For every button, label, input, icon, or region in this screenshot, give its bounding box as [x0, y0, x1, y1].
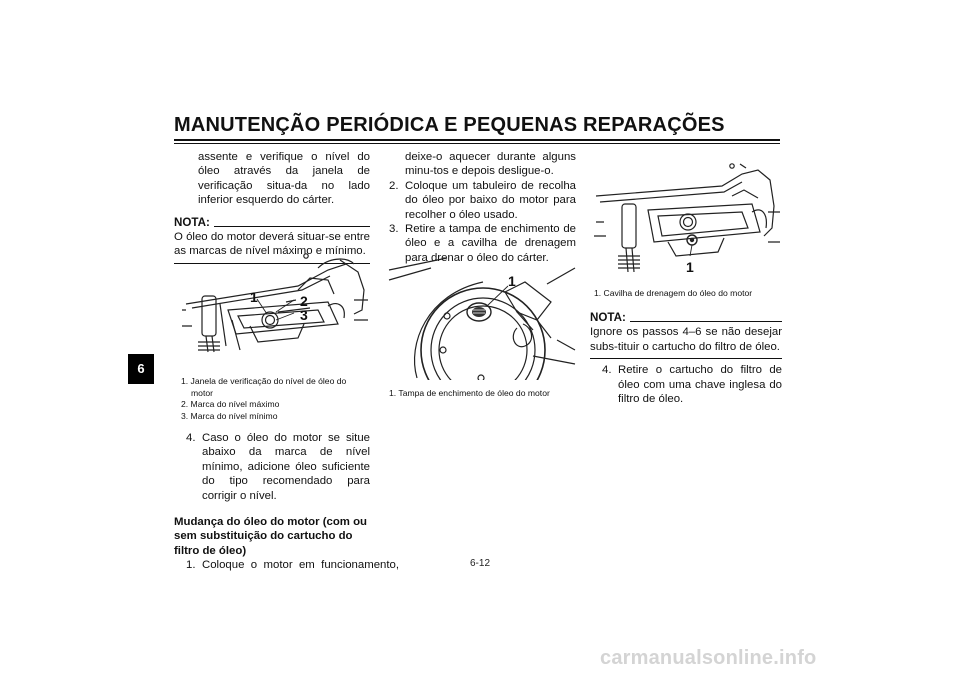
- chapter-tab: 6: [128, 354, 154, 384]
- column-2: [389, 150, 576, 265]
- header-rule: [174, 139, 780, 141]
- column-1: [174, 150, 370, 264]
- column-1-lower: [174, 431, 400, 573]
- caption-line: 2. Marca do nível máximo: [181, 399, 280, 410]
- step-text: Coloque um tabuleiro de recolha do óleo por baixo do motor para recolher o óleo usado.: [405, 179, 576, 221]
- continued-paragraph: deixe-o aquecer durante alguns minu-tos e depois desligue-o.: [405, 151, 576, 178]
- nota-line: [630, 321, 782, 322]
- step-number: 4.: [186, 432, 196, 444]
- caption-line: 1. Janela de verificação do nível de óleo do: [181, 376, 347, 386]
- callout-3: 3: [300, 307, 308, 323]
- step-4-item: [590, 363, 782, 406]
- figure-3-caption: 1. Cavilha de drenagem do óleo do motor: [594, 288, 753, 298]
- step-number: 1.: [186, 559, 196, 572]
- page-title: MANUTENÇÃO PERIÓDICA E PEQUENAS REPARAÇÕES: [174, 114, 725, 136]
- callout-2: 2: [300, 293, 308, 309]
- nota-line: [214, 226, 370, 227]
- nota-label: NOTA:: [590, 311, 626, 324]
- figure-oil-level-window: [178, 250, 374, 362]
- figure-oil-filler-cap: [387, 254, 577, 380]
- step-number: 2.: [389, 179, 399, 192]
- step-2-item: [389, 179, 576, 222]
- step-number: 3.: [389, 223, 399, 236]
- page-number: 6-12: [469, 558, 490, 569]
- nota-heading: [590, 311, 782, 325]
- step-4-item: [174, 431, 370, 503]
- section-heading: Mudança do óleo do motor (com ou sem substituição do cartucho do filtro de óleo): [174, 516, 368, 557]
- caption-line: 3. Marca do nível mínimo: [181, 410, 278, 421]
- step-1-item: [174, 558, 400, 572]
- step-text: Caso o óleo do motor se situe abaixo da marca de nível mínimo, adicione óleo suficiente do tipo recomendado para corrigir o nível.: [202, 432, 370, 502]
- step-number: 4.: [602, 364, 612, 377]
- figure-2-caption: 1. Tampa de enchimento de óleo do motor: [389, 388, 550, 398]
- step-text: Coloque o motor em funcionamento,: [202, 559, 400, 572]
- callout-1: 1: [508, 273, 516, 289]
- step-text: Retire o cartucho do filtro de óleo com uma chave inglesa do filtro de óleo.: [618, 364, 782, 406]
- nota-label: NOTA:: [174, 215, 210, 229]
- intro-paragraph: assente e verifique o nível do óleo através da janela de verificação situa-da no lado inferior esquerdo do cárter.: [198, 151, 370, 207]
- caption-line: motor: [191, 387, 213, 398]
- step-text: Retire a tampa de enchimento de óleo e a cavilha de drenagem para drenar o óleo do cárter.: [405, 223, 576, 264]
- column-3: [590, 311, 782, 406]
- nota-heading: [174, 216, 370, 230]
- nota-text: O óleo do motor deverá situar-se entre as marcas de nível máximo e mínimo.: [174, 231, 370, 258]
- watermark: carmanualsonline.info: [600, 647, 817, 669]
- nota-text: Ignore os passos 4–6 se não desejar subs-tituir o cartucho do filtro de óleo.: [590, 326, 782, 353]
- callout-1: 1: [250, 289, 258, 305]
- figure-oil-drain-bolt: [592, 156, 782, 282]
- header-rule-thin: [174, 143, 780, 144]
- callout-1: 1: [686, 259, 694, 275]
- figure-1-captions: [181, 376, 371, 422]
